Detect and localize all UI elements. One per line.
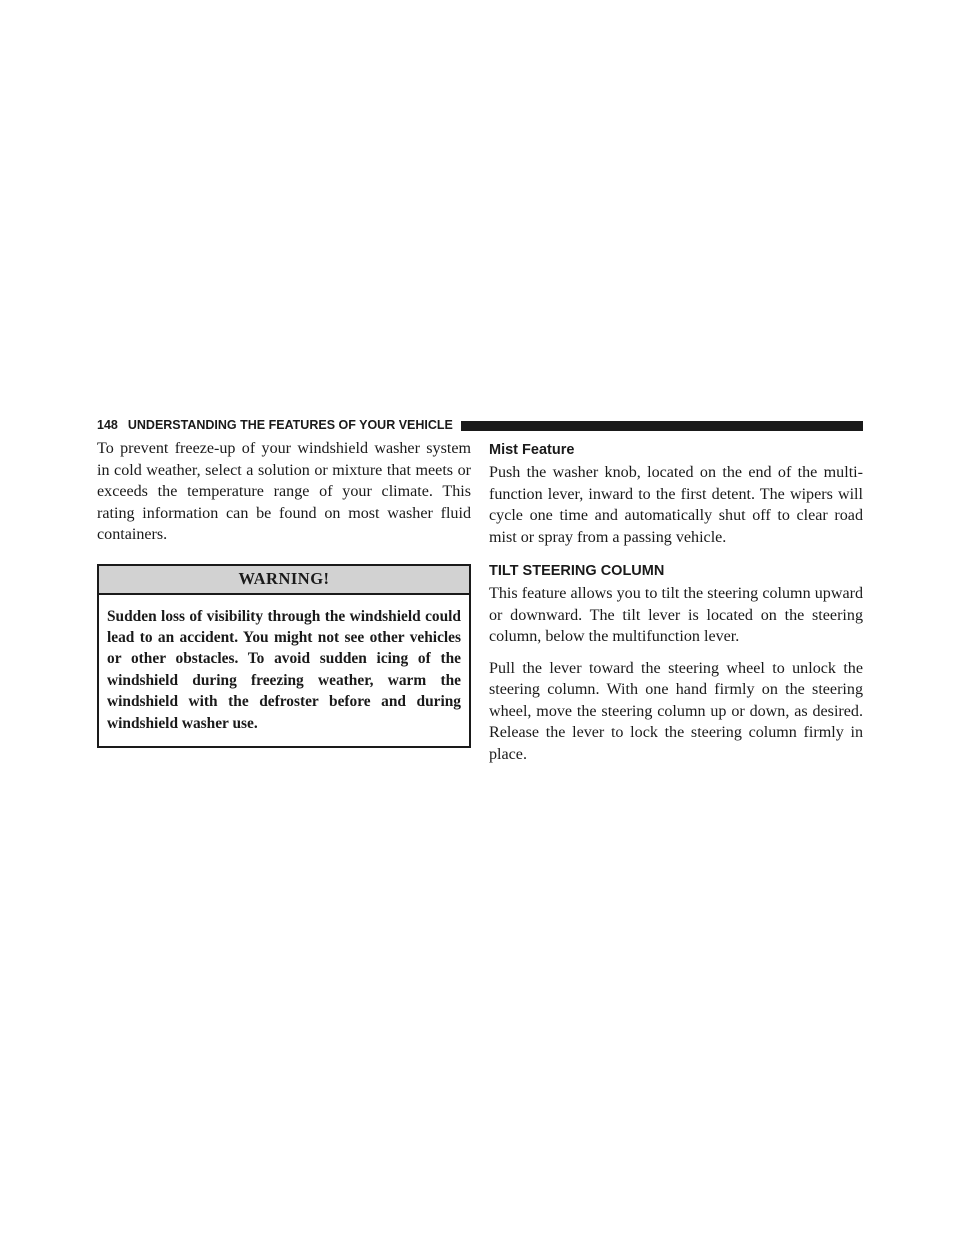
warning-box: [97, 564, 471, 748]
mist-feature-heading: Mist Feature: [489, 442, 575, 458]
mist-feature-paragraph: Push the washer knob, located on the end of the multi-function lever, inward to the first detent. The wipers will cycle one time and automatically shut off to clear road mist or spray from a passing vehicle.: [489, 464, 863, 546]
tilt-steering-heading: TILT STEERING COLUMN: [489, 563, 665, 579]
header-rule: [461, 421, 863, 431]
washer-intro-paragraph: To prevent freeze-up of your windshield washer system in cold weather, select a solution or mixture that meets or exceeds the temperature range of your climate. This rating information can be found on most washer fluid containers.: [97, 440, 471, 543]
section-title: UNDERSTANDING THE FEATURES OF YOUR VEHICLE: [127, 418, 453, 432]
left-column: [97, 438, 471, 748]
tilt-steering-paragraph-1: This feature allows you to tilt the steering column upward or downward. The tilt lever is located on the steering column, below the multifunction lever.: [489, 585, 863, 645]
page-number: 148: [97, 418, 118, 432]
warning-title: WARNING!: [99, 566, 469, 595]
warning-text: Sudden loss of visibility through the windshield could lead to an accident. You might not see other vehicles or other obstacles. To avoid sudden icing of the windshield during freezing weather, warm the windshield with the defroster before and during windshield washer use.: [107, 607, 461, 732]
tilt-steering-paragraph-2: Pull the lever toward the steering wheel to unlock the steering column. With one hand firmly on the steering wheel, move the steering column up or down, as desired. Release the lever to lock the steering column firmly in place.: [489, 659, 863, 763]
page-header: [97, 416, 863, 434]
right-column: [489, 438, 863, 765]
